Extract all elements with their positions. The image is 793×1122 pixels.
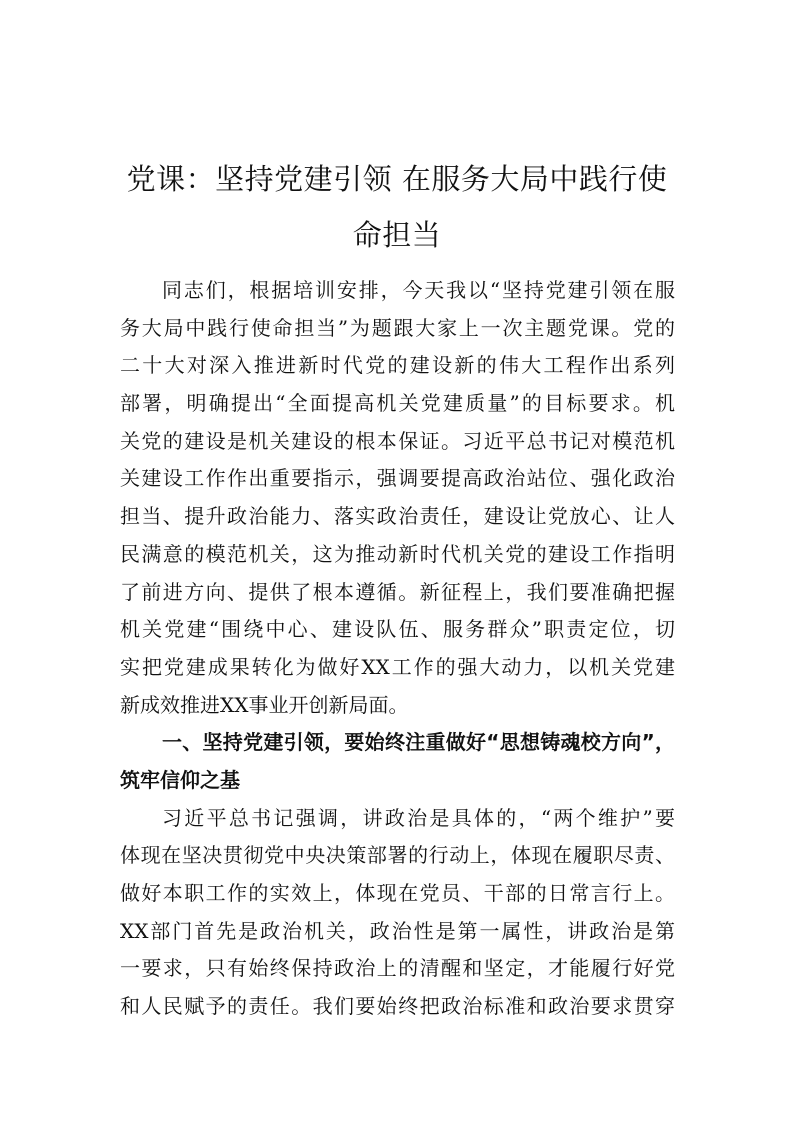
text-line: 一要求，只有始终保持政治上的清醒和坚定，才能履行好党 <box>120 956 675 981</box>
text-line: 关建设工作作出重要指示，强调要提高政治站位、强化政治 <box>120 466 675 491</box>
text-line: XX部门首先是政治机关，政治性是第一属性，讲政治是第 <box>120 918 675 943</box>
text-line: 部署，明确提出“全面提高机关党建质量”的目标要求。机 <box>120 391 675 416</box>
title-line: 党课：坚持党建引领 在服务大局中践行使 <box>126 162 668 197</box>
text-line: 新成效推进XX事业开创新局面。 <box>120 692 409 717</box>
text-line: 务大局中践行使命担当”为题跟大家上一次主题党课。党的 <box>120 315 675 340</box>
section-heading-1 <box>120 724 675 799</box>
text-line: 实把党建成果转化为做好XX工作的强大动力，以机关党建 <box>120 654 675 679</box>
text-line: 做好本职工作的实效上，体现在党员、干部的日常言行上。 <box>120 881 675 905</box>
text-line: 和人民赋予的责任。我们要始终把政治标准和政治要求贯穿 <box>120 994 675 1019</box>
title-line: 命担当 <box>352 218 442 253</box>
text-line: 习近平总书记强调，讲政治是具体的，“两个维护”要 <box>162 805 675 830</box>
heading-line: 筑牢信仰之基 <box>120 767 240 792</box>
heading-line: 一、坚持党建引领，要始终注重做好“思想铸魂校方向”， <box>162 730 675 755</box>
paragraph-section-1 <box>120 800 675 1026</box>
text-line: 机关党建“围绕中心、建设队伍、服务群众”职责定位，切 <box>120 617 675 642</box>
document-title <box>118 151 676 263</box>
text-line: 担当、提升政治能力、落实政治责任，建设让党放心、让人 <box>120 504 675 529</box>
text-line: 二十大对深入推进新时代党的建设新的伟大工程作出系列 <box>120 353 675 378</box>
text-line: 体现在坚决贯彻党中央决策部署的行动上，体现在履职尽责、 <box>120 843 675 868</box>
document-body <box>120 272 675 1026</box>
text-line: 关党的建设是机关建设的根本保证。习近平总书记对模范机 <box>120 428 675 453</box>
text-line: 同志们，根据培训安排，今天我以“坚持党建引领在服 <box>162 278 675 302</box>
paragraph-intro <box>120 272 675 724</box>
text-line: 民满意的模范机关，这为推动新时代机关党的建设工作指明 <box>120 541 675 566</box>
text-line: 了前进方向、提供了根本遵循。新征程上，我们要准确把握 <box>120 579 675 604</box>
